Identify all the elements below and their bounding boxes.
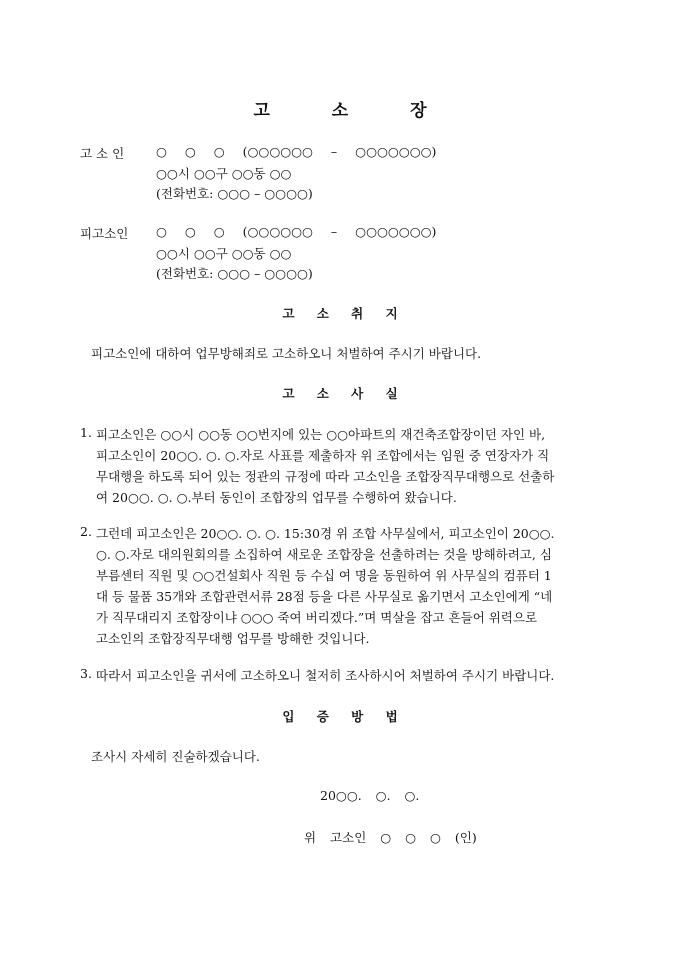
accused-phone: (전화번호: ○○○ – ○○○○) — [156, 266, 313, 281]
accused-address: ○○시 ○○구 ○○동 ○○ — [156, 246, 292, 261]
accused-label: 피고소인 — [80, 226, 129, 241]
fact-item-1 — [80, 425, 600, 509]
document-title: 고 소 장 — [253, 101, 455, 121]
document-date: 20○○. ○. ○. — [320, 788, 420, 803]
complainant-name-line: ○ ○ ○ (○○○○○○ – ○○○○○○○) — [156, 144, 437, 159]
purpose-text: 피고소인에 대하여 업무방해죄로 고소하오니 처벌하여 주시기 바랍니다. — [91, 346, 482, 361]
signature-line: 위 고소인 ○ ○ ○ (인) — [304, 830, 477, 845]
fact-item-number: 2. — [80, 524, 92, 539]
fact-item-line: 여 20○○. ○. ○.부터 동인이 조합장의 업무를 수행하여 왔습니다. — [96, 490, 457, 505]
complainant-label: 고 소 인 — [80, 146, 125, 161]
fact-item-line: 고소인의 조합장직무대행 업무를 방해한 것입니다. — [96, 631, 370, 646]
complainant-block — [80, 144, 620, 204]
fact-item-number: 3. — [80, 666, 92, 681]
fact-item-line: 피고소인은 ○○시 ○○동 ○○번지에 있는 ○○아파트의 재건축조합장이던 자인 바, — [96, 427, 546, 442]
fact-item-line: 따라서 피고소인을 귀서에 고소하오니 철저히 조사하시어 처벌하여 주시기 바랍니다. — [96, 668, 555, 683]
fact-item-3 — [80, 666, 600, 687]
fact-item-line: 그런데 피고소인은 20○○. ○. ○. 15:30경 위 조합 사무실에서, 피고소인이 20○○. — [96, 526, 555, 541]
fact-item-line: 피고소인이 20○○. ○. ○.자로 사표를 제출하자 위 조합에서는 임원 중 연장자가 직 — [96, 448, 550, 463]
fact-item-line: 대 등 물품 35개와 조합관련서류 28점 등을 다른 사무실로 옮기면서 고소인에게 “네 — [96, 589, 553, 604]
fact-item-line: 가 직무대리지 조합장이냐 ○○○ 죽여 버리겠다.”며 멱살을 잡고 흔들어 위력으로 — [96, 610, 538, 625]
fact-item-2 — [80, 524, 600, 650]
evidence-text: 조사시 자세히 진술하겠습니다. — [91, 749, 260, 764]
facts-heading: 고 소 사 실 — [282, 386, 407, 401]
fact-item-number: 1. — [80, 425, 92, 440]
complainant-phone: (전화번호: ○○○ – ○○○○) — [156, 186, 313, 201]
evidence-heading: 입 증 방 법 — [282, 709, 407, 724]
accused-block — [80, 224, 620, 284]
fact-item-line: 부름센터 직원 및 ○○건설회사 직원 등 수십 여 명을 동원하여 위 사무실의 컴퓨터 1 — [96, 568, 552, 583]
fact-item-line: ○. ○.자로 대의원회의를 소집하여 새로운 조합장을 선출하려는 것을 방해하려고, 심 — [96, 547, 552, 562]
fact-item-line: 무대행을 하도록 되어 있는 정관의 규정에 따라 고소인을 조합장직무대행으로 선출하 — [96, 469, 555, 484]
accused-name-line: ○ ○ ○ (○○○○○○ – ○○○○○○○) — [156, 224, 437, 239]
purpose-heading: 고 소 취 지 — [282, 306, 407, 321]
complainant-address: ○○시 ○○구 ○○동 ○○ — [156, 166, 292, 181]
